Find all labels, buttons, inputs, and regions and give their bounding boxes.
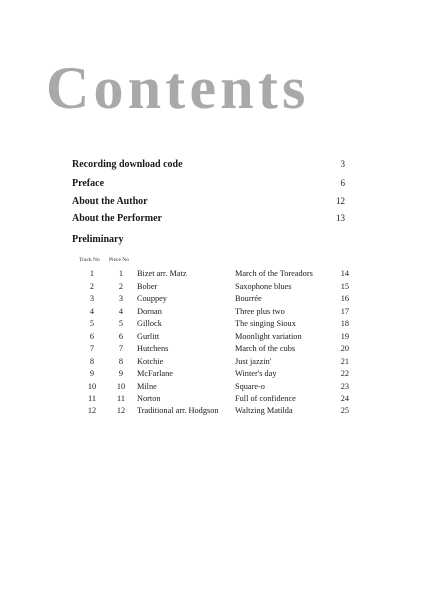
column-header-piece-no: Piece No bbox=[109, 257, 130, 263]
track-row bbox=[0, 404, 424, 417]
track-number: 6 bbox=[89, 332, 95, 341]
track-number: 1 bbox=[89, 269, 95, 278]
composer: McFarlane bbox=[137, 369, 173, 378]
toc-entry-label: Recording download code bbox=[72, 159, 183, 170]
piece-number: 7 bbox=[118, 344, 124, 353]
piece-title: March of the Toreadors bbox=[235, 269, 313, 278]
piece-title: March of the cubs bbox=[235, 344, 296, 353]
page-number: 14 bbox=[340, 269, 349, 278]
piece-title: Bourrée bbox=[235, 294, 262, 303]
track-number: 5 bbox=[89, 319, 95, 328]
track-row bbox=[0, 267, 424, 280]
page-number: 17 bbox=[340, 307, 349, 316]
page-number: 20 bbox=[340, 344, 349, 353]
piece-number: 9 bbox=[118, 369, 124, 378]
toc-entry-page: 6 bbox=[340, 178, 345, 188]
piece-title: Moonlight variation bbox=[235, 332, 302, 341]
composer: Bober bbox=[137, 282, 158, 291]
track-number: 12 bbox=[87, 406, 97, 415]
piece-title: Just jazzin' bbox=[235, 357, 272, 366]
toc-entry-about-the-performer bbox=[72, 213, 345, 224]
composer: Kotchie bbox=[137, 357, 164, 366]
piece-number: 5 bbox=[118, 319, 124, 328]
piece-number: 8 bbox=[118, 357, 124, 366]
page-number: 15 bbox=[340, 282, 349, 291]
piece-title: The singing Sioux bbox=[235, 319, 296, 328]
composer: Bizet arr. Matz bbox=[137, 269, 187, 278]
piece-number: 2 bbox=[118, 282, 124, 291]
track-number: 3 bbox=[89, 294, 95, 303]
piece-title: Saxophone blues bbox=[235, 282, 292, 291]
track-number: 9 bbox=[89, 369, 95, 378]
toc-entry-recording-download-code bbox=[72, 159, 345, 170]
toc-entry-preface bbox=[72, 178, 345, 189]
track-row bbox=[0, 367, 424, 380]
toc-entry-about-the-author bbox=[72, 196, 345, 207]
track-number: 10 bbox=[87, 382, 97, 391]
toc-entry-page: 12 bbox=[336, 196, 345, 206]
track-row bbox=[0, 317, 424, 330]
track-number: 4 bbox=[89, 307, 95, 316]
piece-number: 4 bbox=[118, 307, 124, 316]
composer: Norton bbox=[137, 394, 161, 403]
composer: Gurlitt bbox=[137, 332, 160, 341]
composer: Couppey bbox=[137, 294, 167, 303]
section-heading-preliminary: Preliminary bbox=[72, 234, 124, 245]
piece-title: Winter's day bbox=[235, 369, 277, 378]
track-number: 2 bbox=[89, 282, 95, 291]
page-number: 24 bbox=[340, 394, 349, 403]
track-row bbox=[0, 342, 424, 355]
piece-number: 1 bbox=[118, 269, 124, 278]
column-header-track-no: Track No bbox=[79, 257, 100, 263]
piece-title: Three plus two bbox=[235, 307, 285, 316]
piece-title: Waltzing Matilda bbox=[235, 406, 293, 415]
track-number: 11 bbox=[88, 394, 96, 403]
page-title: Contents bbox=[46, 55, 310, 121]
page-number: 16 bbox=[340, 294, 349, 303]
page-number: 19 bbox=[340, 332, 349, 341]
piece-number: 12 bbox=[116, 406, 126, 415]
track-row bbox=[0, 292, 424, 305]
composer: Gillock bbox=[137, 319, 162, 328]
toc-entry-label: About the Performer bbox=[72, 213, 162, 224]
page-number: 21 bbox=[340, 357, 349, 366]
piece-title: Square-o bbox=[235, 382, 265, 391]
piece-number: 3 bbox=[118, 294, 124, 303]
track-number: 8 bbox=[89, 357, 95, 366]
composer: Milne bbox=[137, 382, 157, 391]
track-number: 7 bbox=[89, 344, 95, 353]
page-number: 23 bbox=[340, 382, 349, 391]
piece-number: 6 bbox=[118, 332, 124, 341]
toc-entry-page: 13 bbox=[336, 213, 345, 223]
composer: Hutchens bbox=[137, 344, 169, 353]
page-number: 22 bbox=[340, 369, 349, 378]
composer: Traditional arr. Hodgson bbox=[137, 406, 219, 415]
page-number: 25 bbox=[340, 406, 349, 415]
piece-number: 10 bbox=[116, 382, 126, 391]
piece-number: 11 bbox=[117, 394, 125, 403]
toc-entry-label: Preface bbox=[72, 178, 105, 189]
toc-entry-label: About the Author bbox=[72, 196, 148, 207]
page-number: 18 bbox=[340, 319, 349, 328]
composer: Dornan bbox=[137, 307, 162, 316]
toc-entry-page: 3 bbox=[340, 159, 345, 169]
piece-title: Full of confidence bbox=[235, 394, 296, 403]
